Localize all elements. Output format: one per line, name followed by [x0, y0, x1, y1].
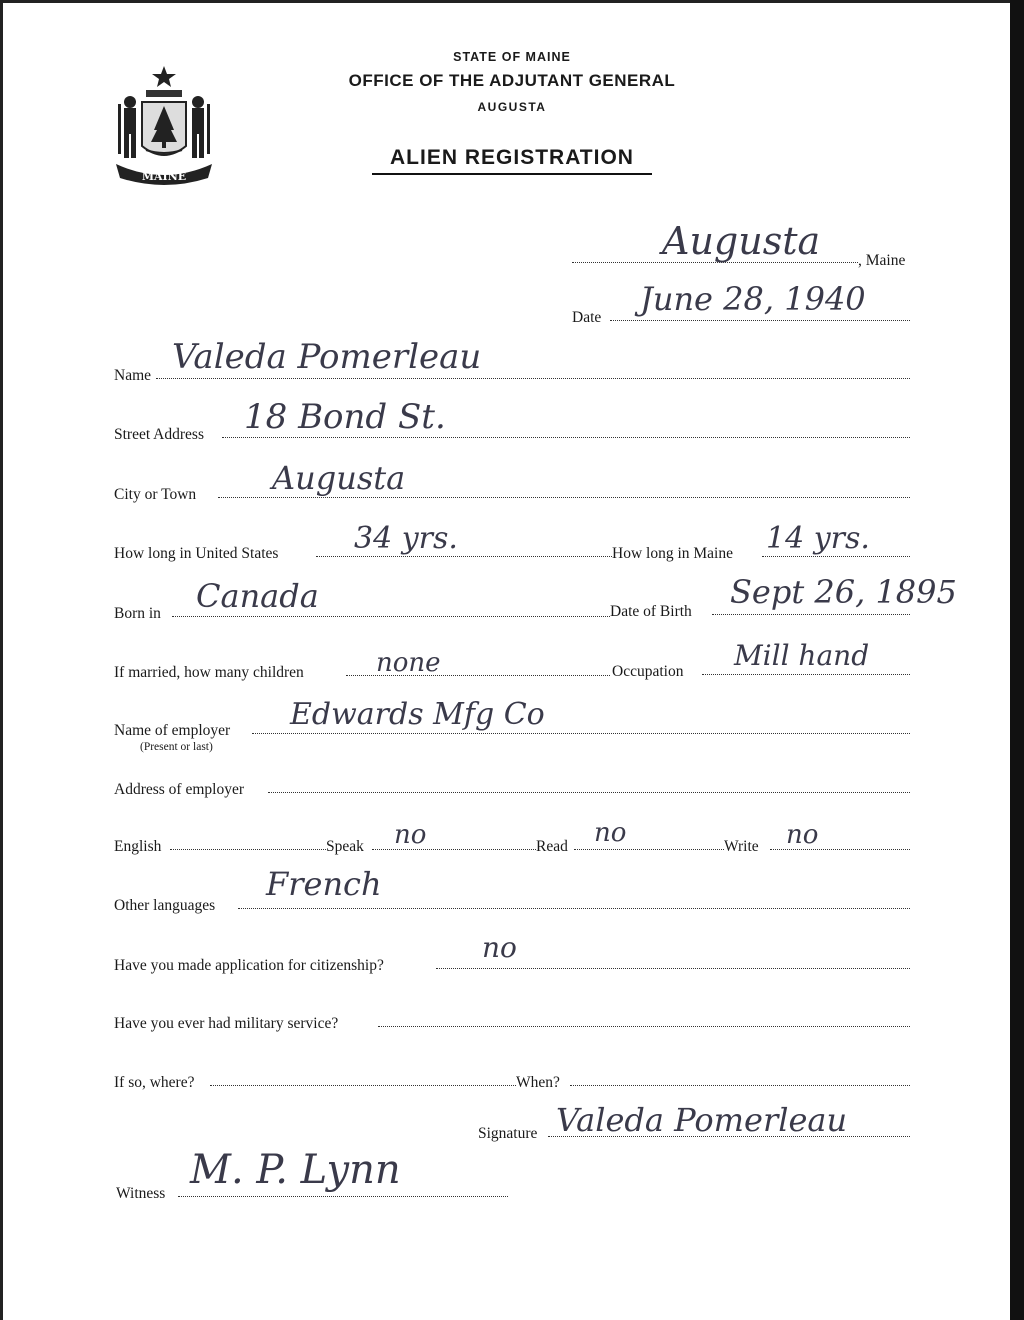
- city-value[interactable]: Augusta: [272, 459, 406, 497]
- write-value[interactable]: no: [786, 820, 819, 850]
- read-line: [574, 849, 724, 850]
- witness-label: Witness: [116, 1185, 166, 1202]
- how-long-maine-value[interactable]: 14 yrs.: [766, 521, 870, 556]
- military-line: [378, 1026, 910, 1027]
- where-line: [210, 1085, 516, 1086]
- other-languages-label: Other languages: [114, 897, 216, 914]
- place-value[interactable]: Augusta: [662, 219, 821, 263]
- children-label: If married, how many children: [114, 664, 304, 681]
- dob-line: [712, 614, 910, 615]
- witness-value[interactable]: M. P. Lynn: [190, 1147, 401, 1193]
- name-label: Name: [114, 367, 152, 384]
- children-value[interactable]: none: [376, 648, 441, 678]
- employer-label: Name of employer: [114, 722, 231, 739]
- city-label: City or Town: [114, 486, 197, 503]
- city-line: [218, 497, 910, 498]
- date-value[interactable]: June 28, 1940: [640, 280, 866, 318]
- name-value[interactable]: Valeda Pomerleau: [172, 337, 482, 377]
- form-title: ALIEN REGISTRATION: [390, 146, 634, 169]
- speak-label: Speak: [326, 838, 364, 855]
- employer-value[interactable]: Edwards Mfg Co: [290, 697, 545, 732]
- name-line: [156, 378, 910, 379]
- how-long-maine-label: How long in Maine: [612, 545, 733, 562]
- dob-label: Date of Birth: [610, 603, 692, 620]
- city-heading: AUGUSTA: [477, 100, 547, 114]
- born-in-label: Born in: [114, 605, 161, 622]
- read-label: Read: [536, 838, 568, 855]
- write-label: Write: [724, 838, 759, 855]
- english-line: [170, 849, 326, 850]
- employer-address-line: [268, 792, 910, 793]
- dob-value[interactable]: Sept 26, 1895: [730, 573, 957, 611]
- seal-ribbon-text: MAINE: [141, 170, 187, 183]
- citizenship-line: [436, 968, 910, 969]
- born-in-value[interactable]: Canada: [196, 577, 319, 615]
- occupation-value[interactable]: Mill hand: [734, 639, 870, 672]
- how-long-maine-line: [762, 556, 910, 557]
- when-label: When?: [516, 1074, 560, 1091]
- date-line: [610, 320, 910, 321]
- employer-note: (Present or last): [140, 741, 213, 753]
- employer-line: [252, 733, 910, 734]
- office-heading: OFFICE OF THE ADJUTANT GENERAL: [348, 71, 676, 90]
- maine-label: , Maine: [858, 252, 906, 269]
- scan-border-right: [1010, 0, 1024, 1320]
- how-long-us-line: [316, 556, 612, 557]
- speak-value[interactable]: no: [394, 820, 427, 850]
- other-languages-line: [238, 908, 910, 909]
- signature-value[interactable]: Valeda Pomerleau: [556, 1101, 848, 1139]
- state-heading: STATE OF MAINE: [453, 50, 571, 64]
- scan-border-left: [0, 0, 3, 1320]
- witness-line: [178, 1196, 508, 1197]
- street-label: Street Address: [114, 426, 204, 443]
- read-value[interactable]: no: [594, 818, 627, 848]
- title-underline: [372, 173, 652, 175]
- how-long-us-value[interactable]: 34 yrs.: [354, 521, 458, 556]
- when-line: [570, 1085, 910, 1086]
- date-label: Date: [572, 309, 602, 326]
- street-line: [222, 437, 910, 438]
- citizenship-label: Have you made application for citizenship?: [114, 957, 384, 974]
- occupation-label: Occupation: [612, 663, 684, 680]
- where-label: If so, where?: [114, 1074, 195, 1091]
- employer-address-label: Address of employer: [114, 781, 244, 798]
- street-value[interactable]: 18 Bond St.: [244, 397, 446, 437]
- scan-border-top: [0, 0, 1024, 3]
- how-long-us-label: How long in United States: [114, 545, 279, 562]
- military-label: Have you ever had military service?: [114, 1015, 339, 1032]
- born-in-line: [172, 616, 610, 617]
- other-languages-value[interactable]: French: [266, 865, 382, 903]
- english-label: English: [114, 838, 162, 855]
- citizenship-value[interactable]: no: [482, 931, 517, 964]
- signature-label: Signature: [478, 1125, 538, 1142]
- occupation-line: [702, 674, 910, 675]
